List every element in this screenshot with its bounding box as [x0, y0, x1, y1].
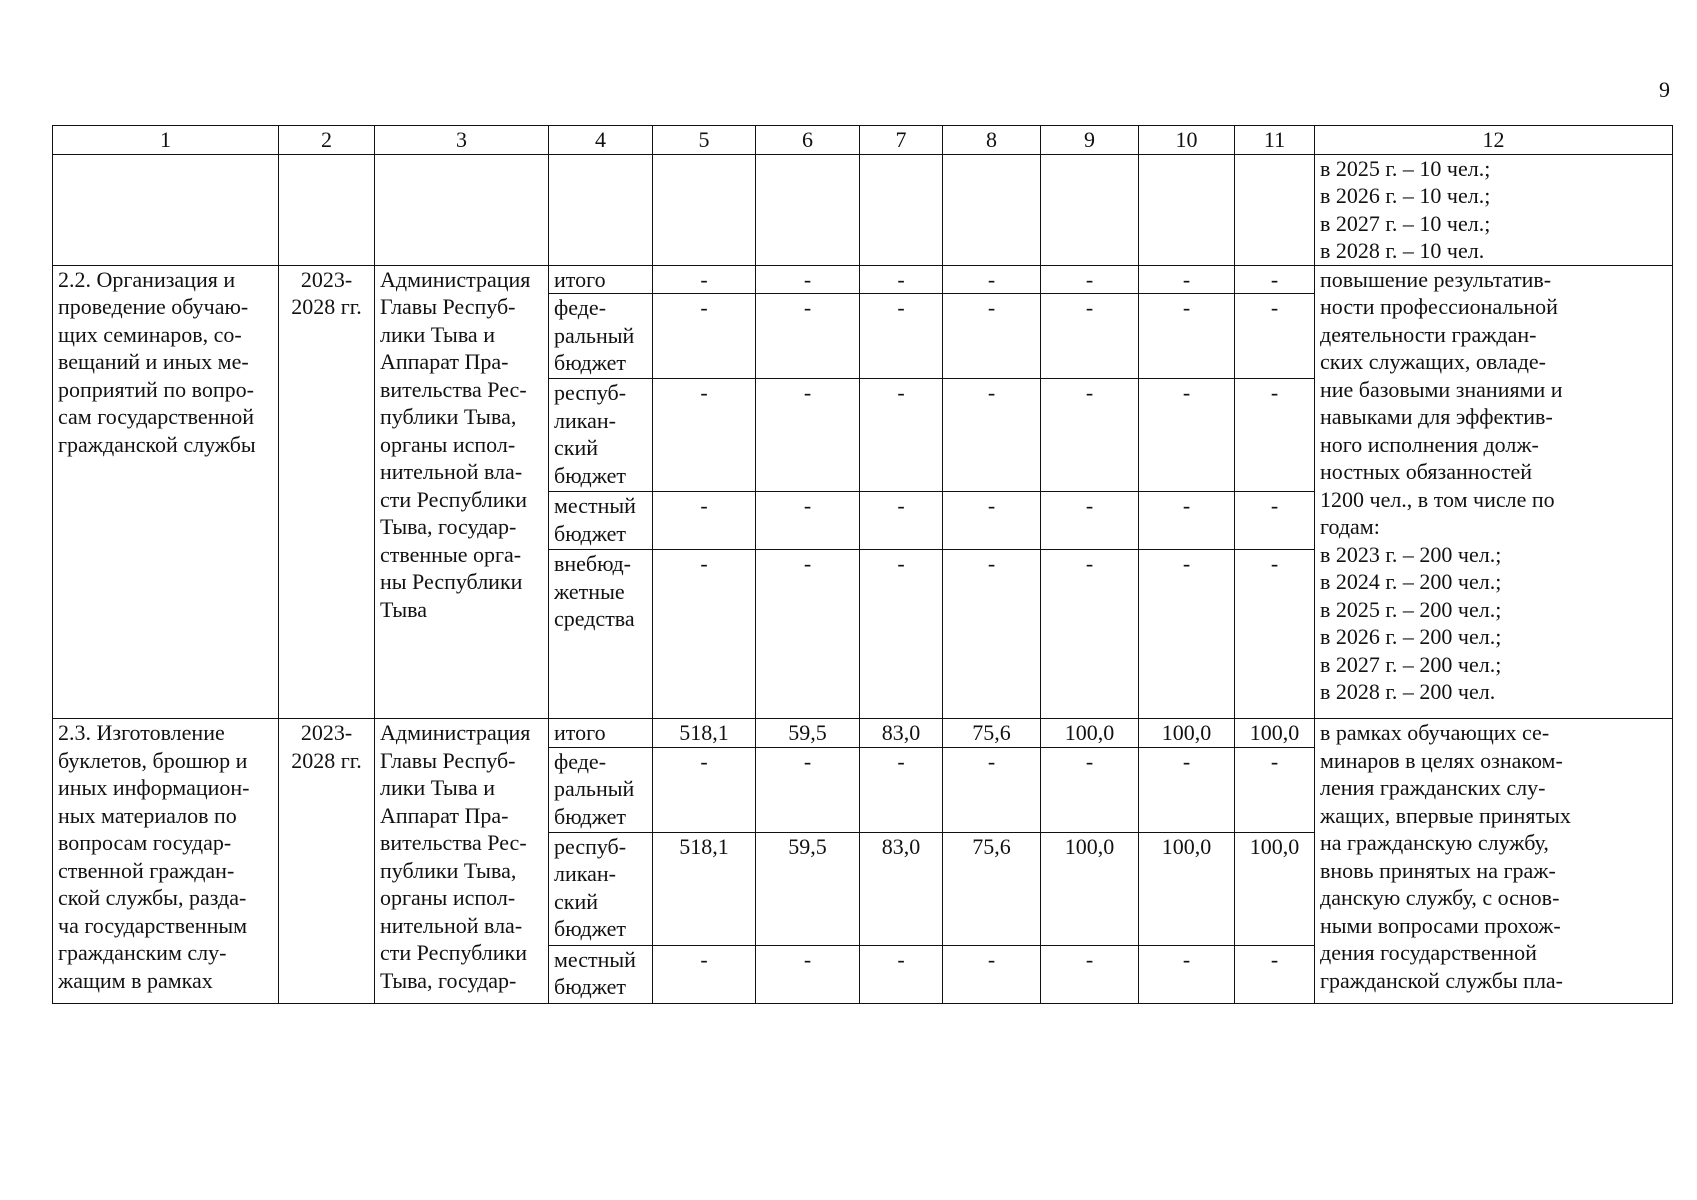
- funding-value: -: [756, 945, 860, 1003]
- funding-value: -: [1139, 550, 1235, 719]
- column-number: 9: [1041, 126, 1139, 155]
- column-number-row: [53, 126, 1673, 155]
- empty-cell: [279, 154, 375, 265]
- funding-value: -: [756, 294, 860, 379]
- funding-value: 100,0: [1139, 832, 1235, 945]
- funding-value: 518,1: [653, 719, 756, 748]
- funding-value: -: [1235, 945, 1315, 1003]
- funding-value: 100,0: [1235, 719, 1315, 748]
- program-table: [52, 125, 1673, 1004]
- funding-value: -: [1041, 945, 1139, 1003]
- funding-value: 100,0: [1041, 832, 1139, 945]
- expected-result: повышение результатив- ности профессиональной деятельности граждан- ских служащих, овладе- ние базовыми знаниями и навыками для эффектив- ного исполнения долж- ностных обязанностей 1200 чел., в том числе по годам: в 2023 г. – 200 чел.; в 2024 г. – 200 чел.; в 2025 г. – 200 чел.; в 2026 г. – 200 чел.; в 2027 г. – 200 чел.; в 2028 г. – 200 чел.: [1315, 265, 1673, 719]
- funding-value: -: [860, 379, 943, 492]
- funding-value: -: [1235, 265, 1315, 294]
- funding-source: итого: [549, 265, 653, 294]
- funding-value: -: [1139, 492, 1235, 550]
- funding-value: -: [1139, 379, 1235, 492]
- column-number: 1: [53, 126, 279, 155]
- funding-value: -: [1041, 747, 1139, 832]
- column-number: 6: [756, 126, 860, 155]
- empty-cell: [653, 154, 756, 265]
- funding-value: -: [756, 492, 860, 550]
- funding-value: -: [1235, 294, 1315, 379]
- activity-period: 2023- 2028 гг.: [279, 719, 375, 1004]
- activity-executor: Администрация Главы Респуб- лики Тыва и Аппарат Пра- вительства Рес- публики Тыва, органы испол- нительной вла- сти Республики Тыва, государ-: [375, 719, 549, 1004]
- funding-value: -: [1235, 492, 1315, 550]
- activity-executor: Администрация Главы Респуб- лики Тыва и Аппарат Пра- вительства Рес- публики Тыва, органы испол- нительной вла- сти Республики Тыва, государ- ственные орга- ны Республики Тыва: [375, 265, 549, 719]
- funding-value: 100,0: [1041, 719, 1139, 748]
- expected-result: в 2025 г. – 10 чел.; в 2026 г. – 10 чел.; в 2027 г. – 10 чел.; в 2028 г. – 10 чел.: [1315, 154, 1673, 265]
- column-number: 2: [279, 126, 375, 155]
- funding-source: феде- ральный бюджет: [549, 747, 653, 832]
- column-number: 10: [1139, 126, 1235, 155]
- funding-value: -: [653, 265, 756, 294]
- funding-value: -: [653, 379, 756, 492]
- funding-value: -: [1235, 550, 1315, 719]
- funding-value: -: [653, 550, 756, 719]
- funding-value: -: [1235, 747, 1315, 832]
- column-number: 4: [549, 126, 653, 155]
- activity-row: [53, 719, 1673, 748]
- column-number: 8: [943, 126, 1041, 155]
- activity-row: [53, 265, 1673, 294]
- funding-value: -: [1041, 492, 1139, 550]
- empty-cell: [943, 154, 1041, 265]
- column-number: 5: [653, 126, 756, 155]
- funding-value: -: [756, 265, 860, 294]
- funding-source: респуб- ликан- ский бюджет: [549, 379, 653, 492]
- funding-value: 100,0: [1235, 832, 1315, 945]
- funding-value: -: [1139, 747, 1235, 832]
- funding-value: -: [1139, 294, 1235, 379]
- empty-cell: [549, 154, 653, 265]
- funding-value: -: [756, 550, 860, 719]
- funding-value: 59,5: [756, 719, 860, 748]
- activity-name: 2.3. Изготовление буклетов, брошюр и иных информацион- ных материалов по вопросам государ- ственной граждан- ской службы, разда- ча государственным гражданским слу- жащим в рамках: [53, 719, 279, 1004]
- empty-cell: [375, 154, 549, 265]
- funding-value: -: [1041, 265, 1139, 294]
- activity-name: 2.2. Организация и проведение обучаю- щих семинаров, со- вещаний и иных ме- роприятий по вопро- сам государственной гражданской службы: [53, 265, 279, 719]
- funding-value: 83,0: [860, 719, 943, 748]
- funding-value: -: [943, 747, 1041, 832]
- funding-value: -: [943, 550, 1041, 719]
- funding-value: -: [653, 492, 756, 550]
- funding-value: 83,0: [860, 832, 943, 945]
- column-number: 11: [1235, 126, 1315, 155]
- funding-source: респуб- ликан- ский бюджет: [549, 832, 653, 945]
- empty-cell: [53, 154, 279, 265]
- continuation-row: [53, 154, 1673, 265]
- funding-value: -: [860, 265, 943, 294]
- funding-value: -: [860, 550, 943, 719]
- funding-value: -: [1041, 294, 1139, 379]
- funding-value: 75,6: [943, 832, 1041, 945]
- funding-source: местный бюджет: [549, 492, 653, 550]
- funding-value: -: [1235, 379, 1315, 492]
- funding-value: -: [1041, 550, 1139, 719]
- empty-cell: [1235, 154, 1315, 265]
- funding-value: 100,0: [1139, 719, 1235, 748]
- funding-value: -: [1139, 265, 1235, 294]
- empty-cell: [1139, 154, 1235, 265]
- funding-source: итого: [549, 719, 653, 748]
- expected-result: в рамках обучающих се- минаров в целях ознаком- ления гражданских слу- жащих, впервые принятых на гражданскую службу, вновь принятых на граж- данскую службу, с основ- ными вопросами прохож- дения государственной гражданской службы пла-: [1315, 719, 1673, 1004]
- funding-value: -: [653, 294, 756, 379]
- empty-cell: [756, 154, 860, 265]
- funding-value: -: [860, 945, 943, 1003]
- funding-value: -: [1139, 945, 1235, 1003]
- funding-value: -: [943, 492, 1041, 550]
- page-number: 9: [1659, 77, 1670, 102]
- funding-value: -: [860, 492, 943, 550]
- column-number: 7: [860, 126, 943, 155]
- empty-cell: [1041, 154, 1139, 265]
- funding-value: -: [1041, 379, 1139, 492]
- empty-cell: [860, 154, 943, 265]
- funding-value: -: [943, 379, 1041, 492]
- funding-value: -: [653, 945, 756, 1003]
- funding-source: местный бюджет: [549, 945, 653, 1003]
- funding-value: -: [756, 747, 860, 832]
- funding-source: феде- ральный бюджет: [549, 294, 653, 379]
- funding-value: -: [943, 945, 1041, 1003]
- activity-period: 2023- 2028 гг.: [279, 265, 375, 719]
- funding-value: -: [756, 379, 860, 492]
- funding-value: -: [653, 747, 756, 832]
- funding-value: -: [860, 294, 943, 379]
- column-number: 3: [375, 126, 549, 155]
- funding-value: 75,6: [943, 719, 1041, 748]
- funding-value: 518,1: [653, 832, 756, 945]
- funding-source: внебюд- жетные средства: [549, 550, 653, 719]
- column-number: 12: [1315, 126, 1673, 155]
- funding-value: -: [943, 265, 1041, 294]
- funding-value: -: [860, 747, 943, 832]
- funding-value: -: [943, 294, 1041, 379]
- funding-value: 59,5: [756, 832, 860, 945]
